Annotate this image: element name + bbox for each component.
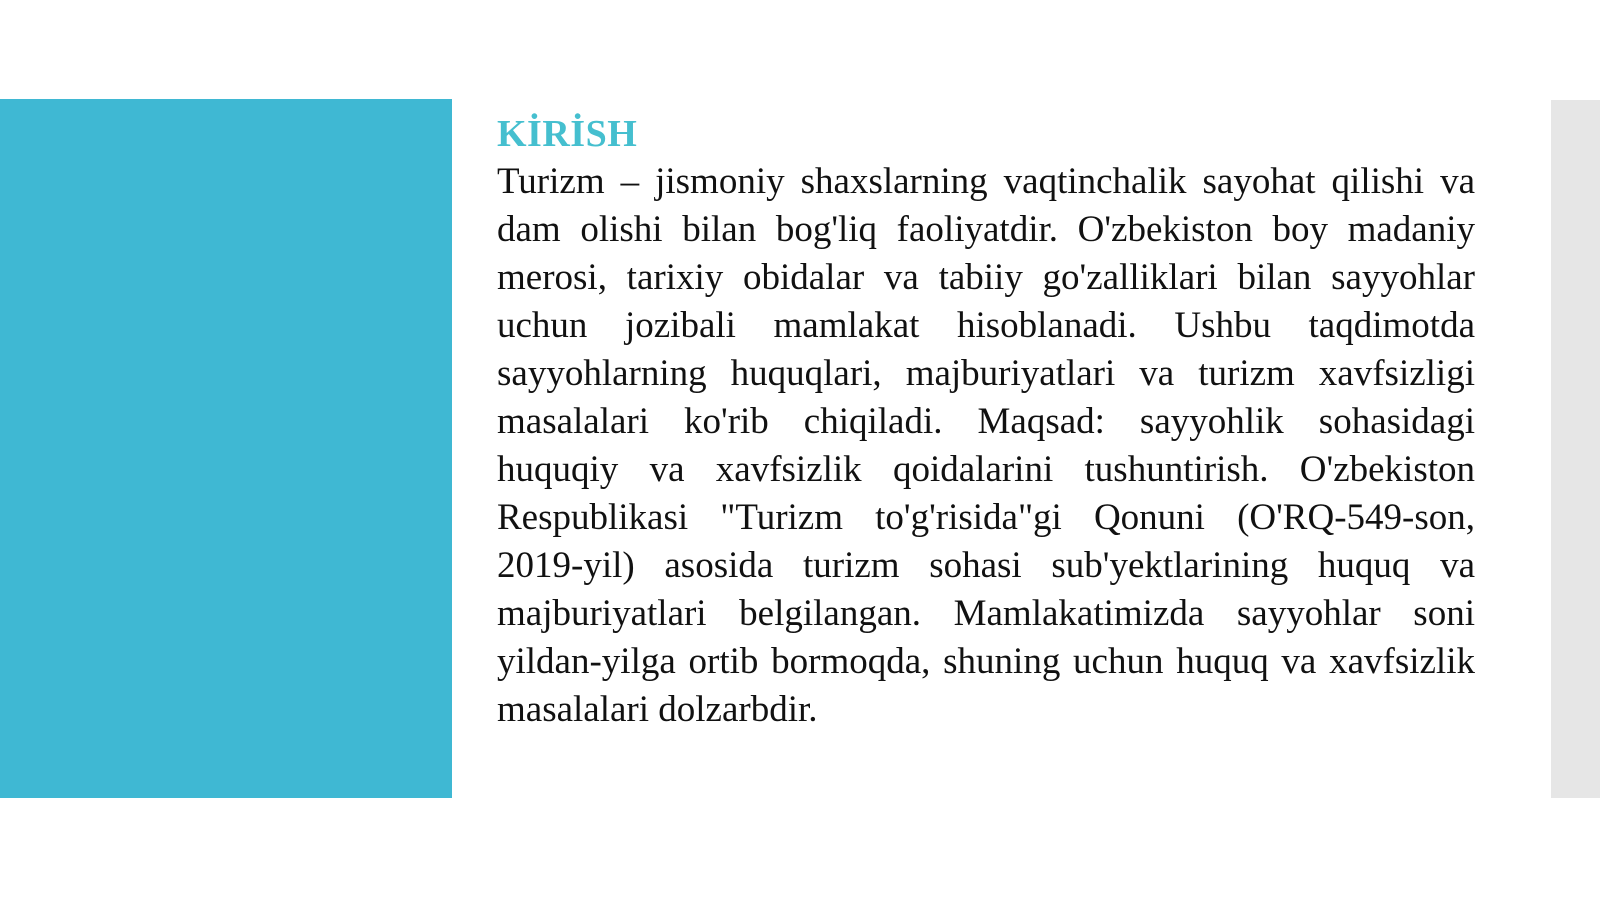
- text-content: [497, 110, 1475, 734]
- slide-heading: KİRİSH: [497, 113, 638, 155]
- accent-panel: [0, 99, 452, 798]
- slide-body-text: Turizm – jismoniy shaxslarning vaqtinchalik sayohat qilishi va dam olishi bilan bog'liq faoliyatdir. O'zbekiston boy madaniy merosi, tarixiy obidalar va tabiiy go'zalliklari bilan sayyohlar uchun jozibali mamlakat hisoblanadi. Ushbu taqdimotda sayyohlarning huquqlari, majburiyatlari va turizm xavfsizligi masalalari ko'rib chiqiladi. Maqsad: sayyohlik sohasidagi huquqiy va xavfsizlik qoidalarini tushuntirish. O'zbekiston Respublikasi "Turizm to'g'risida"gi Qonuni (O'RQ-549-son, 2019-yil) asosida turizm sohasi sub'yektlarining huquq va majburiyatlari belgilangan. Mamlakatimizda sayyohlar soni yildan-yilga ortib bormoqda, shuning uchun huquq va xavfsizlik masalalari dolzarbdir.: [497, 161, 1475, 730]
- side-strip: [1551, 100, 1600, 798]
